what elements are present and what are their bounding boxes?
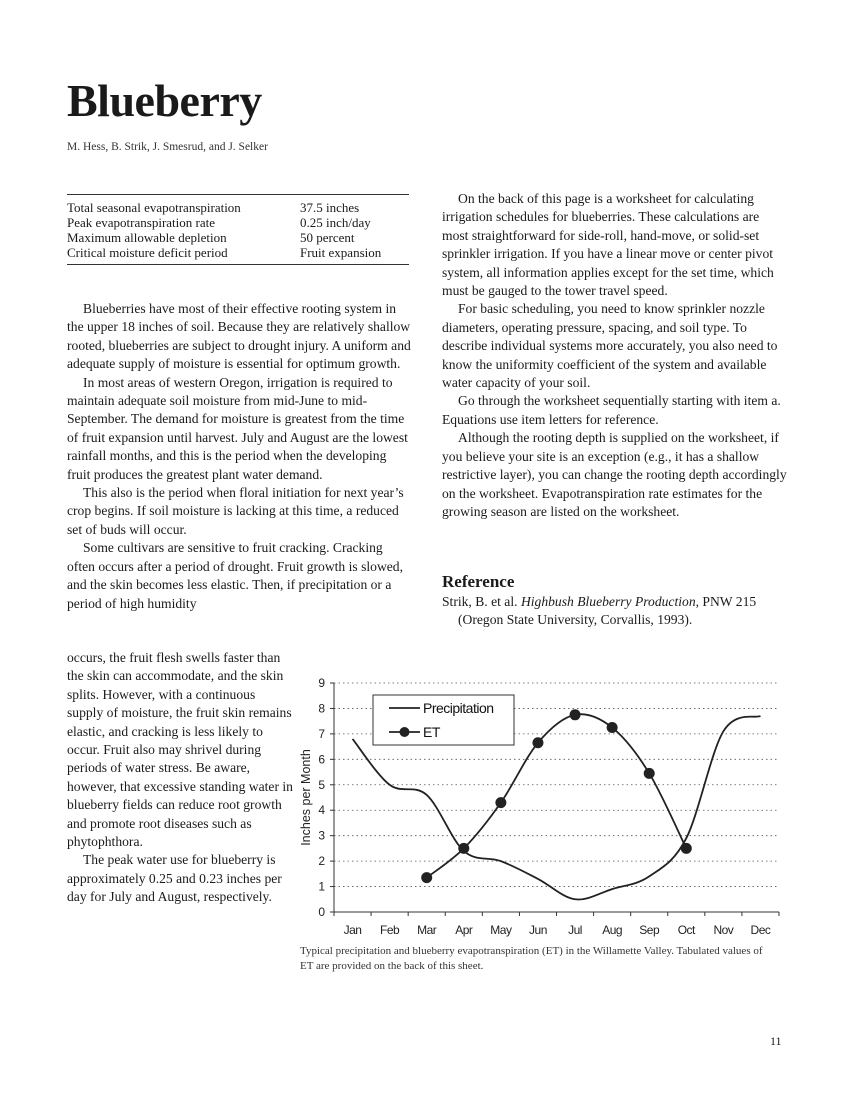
reference-entry: [442, 593, 787, 630]
paragraph: Go through the worksheet sequentially starting with item a. Equations use item letters for reference.: [442, 393, 781, 427]
et-data-point: [607, 722, 618, 733]
stat-label: Critical moisture deficit period: [67, 245, 228, 260]
x-tick-label: Jul: [568, 923, 582, 937]
y-tick-label: 1: [318, 879, 325, 894]
x-tick-label: Oct: [677, 923, 695, 937]
y-tick-label: 9: [318, 676, 325, 690]
stat-value: 0.25 inch/day: [300, 215, 371, 230]
y-tick-label: 5: [318, 777, 325, 792]
x-tick-label: Apr: [455, 923, 473, 937]
y-tick-label: 8: [318, 701, 325, 716]
stat-label: Total seasonal evapotranspiration: [67, 200, 241, 215]
et-data-point: [681, 843, 692, 854]
paragraph: This also is the period when floral initiation for next year’s crop begins. If soil moisture is lacking at this time, a reduced set of buds will occur.: [67, 485, 404, 537]
et-data-point: [495, 797, 506, 808]
stat-row: [67, 230, 409, 245]
x-tick-label: Sep: [639, 923, 660, 937]
stat-value: Fruit expansion: [300, 245, 382, 260]
reference-text: [442, 593, 787, 630]
paragraph: Although the rooting depth is supplied on the worksheet, if you believe your site is an exception (e.g., it has a shallow restrictive layer), you can change the rooting depth accordingly on the worksheet. Evapotranspiration rate estimates for the growing season are listed on the worksheet.: [442, 430, 787, 519]
precipitation-et-chart: [296, 670, 786, 942]
stat-value: 37.5 inches: [300, 200, 360, 215]
right-column-text: [442, 190, 787, 521]
paragraph: The peak water use for blueberry is approximately 0.25 and 0.23 inches per day for July and August, respectively.: [67, 852, 282, 905]
paragraph: In most areas of western Oregon, irrigation is required to maintain adequate soil moisture from mid-June to mid-September. The demand for moisture is greatest from the time of fruit expansion until harvest. July and August are the lowest rainfall months, and this is the period when the developing fruit produces the greatest plant water demand.: [67, 374, 408, 482]
stat-value: 50 percent: [300, 230, 355, 245]
y-tick-label: 7: [318, 726, 325, 741]
x-tick-label: Dec: [750, 923, 771, 937]
chart-caption: Typical precipitation and blueberry evapotranspiration (ET) in the Willamette Valley. Tabulated values of ET are provided on the back of this sheet.: [300, 945, 763, 972]
et-data-point: [458, 843, 469, 854]
legend-label: Precipitation: [423, 700, 494, 716]
reference-book-title: Highbush Blueberry Production: [520, 594, 696, 609]
left-column-text: [67, 300, 413, 613]
x-tick-label: Mar: [417, 923, 437, 937]
x-tick-label: Jan: [343, 923, 362, 937]
chart-legend: [373, 695, 514, 745]
stat-label: Maximum allowable depletion: [67, 230, 227, 245]
y-tick-label: 2: [318, 854, 325, 869]
reference-heading: Reference: [442, 572, 515, 591]
et-data-point: [570, 709, 581, 720]
legend-label: ET: [423, 724, 440, 740]
x-tick-label: Nov: [713, 923, 734, 937]
paragraph: Some cultivars are sensitive to fruit cracking. Cracking often occurs after a period of drought. Fruit growth is slowed, and the skin becomes less elastic. Then, if precipitation or a period of high humidity: [67, 540, 403, 611]
paragraph: On the back of this page is a worksheet for calculating irrigation schedules for blueberries. These calculations are most straightforward for side-roll, hand-move, or solid-set sprinkler irrigation. If you have a linear move or center pivot system, all information applies except for the set time, which must be gauged to the tower travel speed.: [442, 191, 774, 299]
et-data-point: [421, 872, 432, 883]
x-tick-label: Jun: [529, 923, 547, 937]
reference-details: , PNW 215 (Oregon State University, Corvallis, 1993).: [458, 594, 757, 628]
x-tick-label: Aug: [602, 923, 623, 937]
reference-authors: Strik, B. et al.: [442, 594, 518, 609]
stat-row: [67, 215, 409, 230]
stat-row: [67, 200, 409, 215]
y-tick-label: 6: [318, 752, 325, 767]
authors: M. Hess, B. Strik, J. Smesrud, and J. Selker: [67, 141, 268, 153]
y-tick-label: 3: [318, 828, 325, 843]
page-number: 11: [770, 1034, 782, 1048]
stat-label: Peak evapotranspiration rate: [67, 215, 215, 230]
et-data-point: [644, 768, 655, 779]
x-tick-label: Feb: [380, 923, 400, 937]
paragraph: Blueberries have most of their effective rooting system in the upper 18 inches of soil. Because they are relatively shallow rooted, blueberries are subject to drought injury. A uniform and adequate supply of moisture is essential for optimum growth.: [67, 301, 411, 372]
stat-row: [67, 245, 409, 260]
left-narrow-column-text: [67, 649, 293, 907]
y-tick-label: 4: [318, 803, 325, 818]
x-tick-label: May: [490, 923, 512, 937]
paragraph: occurs, the fruit flesh swells faster than the skin can accommodate, and the skin splits. However, with a continuous supply of moisture, the fruit skin remains elastic, and cracking is less likely to occur. Fruit also may shrivel during periods of water stress. Be aware, however, that excessive standing water in blueberry fields can reduce root growth and promote root diseases such as phytophthora.: [67, 650, 293, 850]
legend-marker-et: [400, 727, 410, 737]
et-data-point: [532, 737, 543, 748]
y-tick-label: 0: [318, 905, 325, 919]
y-axis-label: Inches per Month: [299, 749, 313, 846]
stats-table: [67, 194, 409, 265]
page-title: Blueberry: [67, 75, 262, 126]
paragraph: For basic scheduling, you need to know sprinkler nozzle diameters, operating pressure, spacing, and soil type. To describe individual systems more accurately, you also need to know the uniformity coefficient of the system and available water capacity of your soil.: [442, 301, 778, 391]
